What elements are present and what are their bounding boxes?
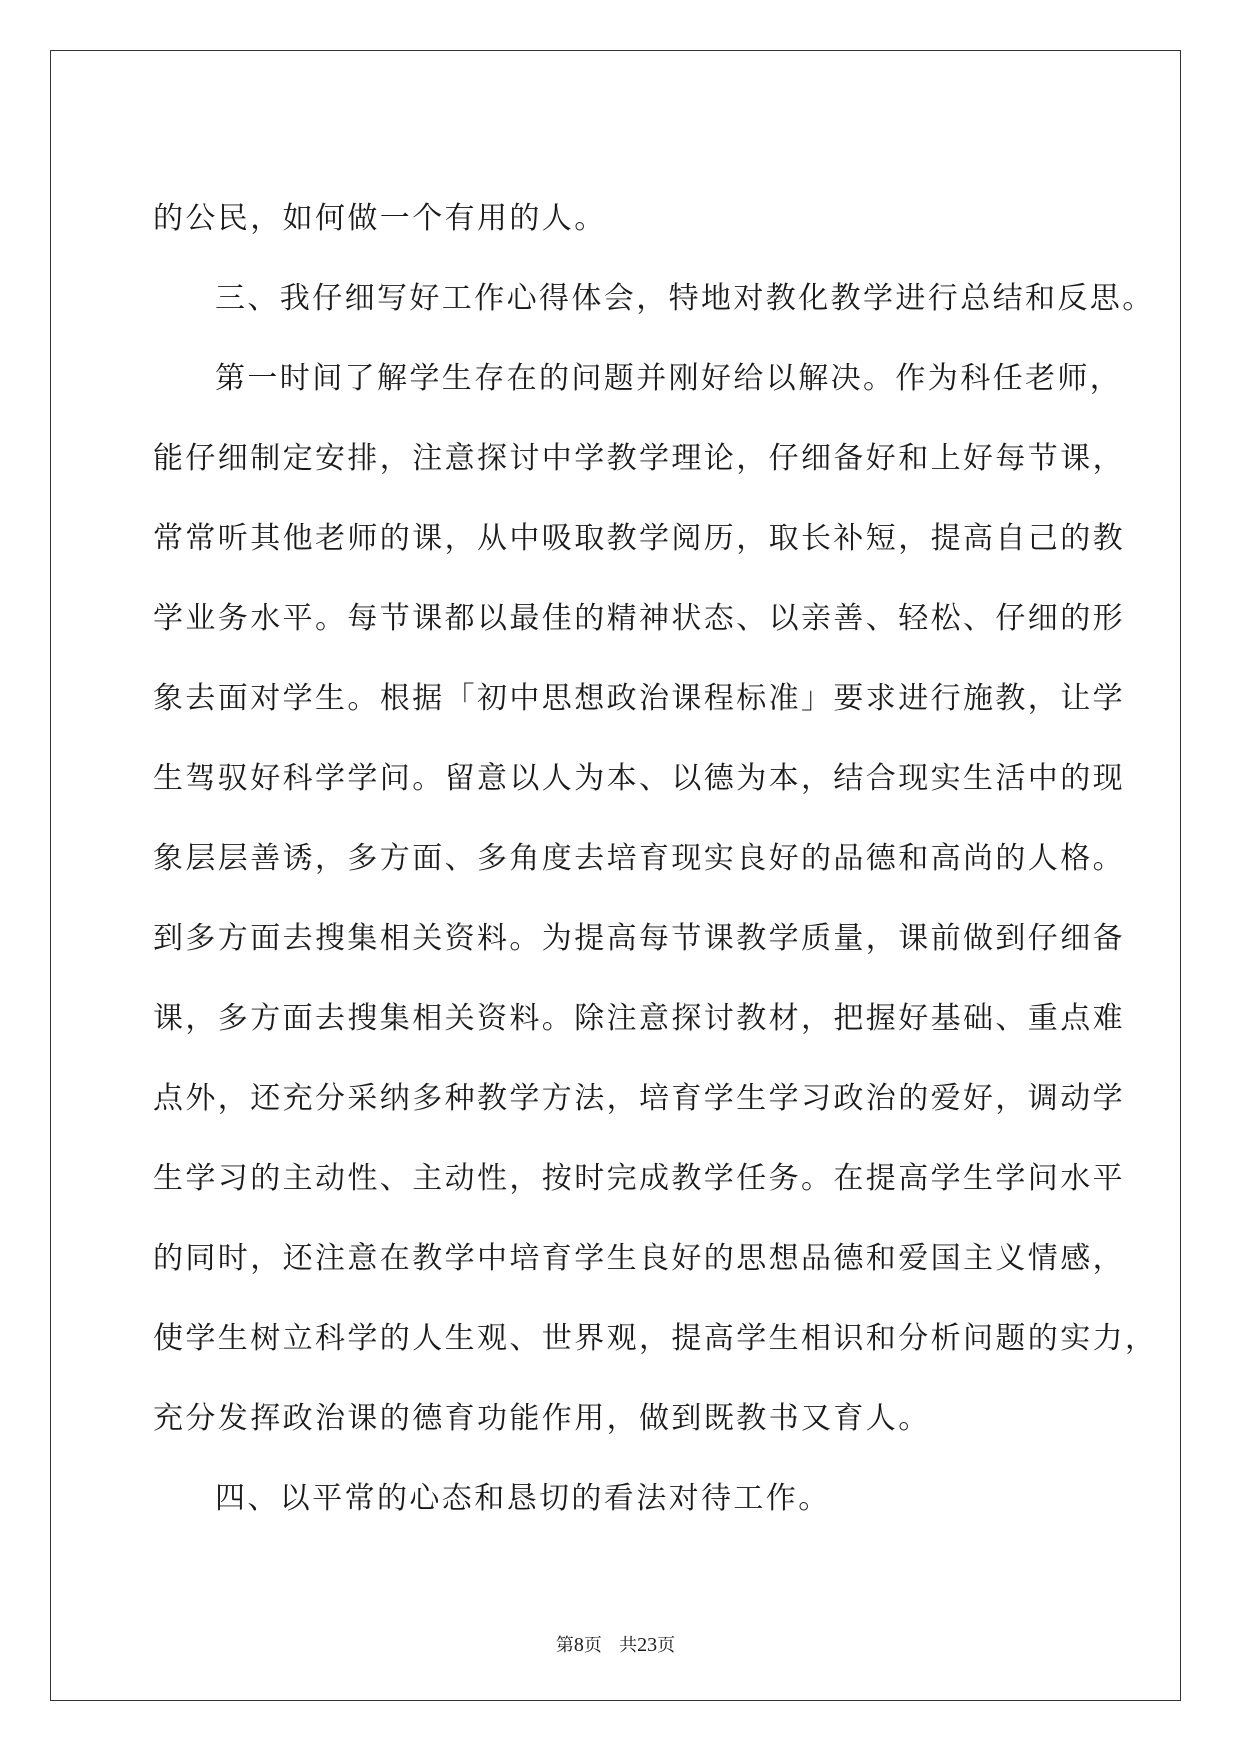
total-pages: 23	[637, 1634, 658, 1656]
text-line: 生驾驭好科学学问。留意以人为本、以德为本，结合现实生活中的现	[153, 761, 1125, 796]
body-text	[153, 179, 1158, 1539]
page-footer	[51, 1631, 1180, 1657]
total-prefix: 共	[619, 1635, 638, 1656]
text-line: 充分发挥政治课的德育功能作用，做到既教书又育人。	[153, 1401, 931, 1436]
text-line: 使学生树立科学的人生观、世界观，提高学生相识和分析问题的实力，	[153, 1321, 1158, 1356]
text-line: 学业务水平。每节课都以最佳的精神状态、以亲善、轻松、仔细的形	[153, 601, 1125, 636]
text-line: 象层层善诱，多方面、多角度去培育现实良好的品德和高尚的人格。	[153, 841, 1125, 876]
text-line: 常常听其他老师的课，从中吸取教学阅历，取长补短，提高自己的教	[153, 521, 1125, 556]
text-line: 课，多方面去搜集相关资料。除注意探讨教材，把握好基础、重点难	[153, 1001, 1125, 1036]
text-line: 的公民，如何做一个有用的人。	[153, 201, 607, 236]
page-number: 8	[573, 1634, 584, 1656]
text-line: 能仔细制定安排，注意探讨中学教学理论，仔细备好和上好每节课，	[153, 441, 1125, 476]
section-heading-three: 三、我仔细写好工作心得体会，特地对教化教学进行总结和反思。	[215, 281, 1155, 316]
text-line: 的同时，还注意在教学中培育学生良好的思想品德和爱国主义情感，	[153, 1241, 1125, 1276]
document-page	[50, 50, 1181, 1701]
text-line: 到多方面去搜集相关资料。为提高每节课教学质量，课前做到仔细备	[153, 921, 1125, 956]
page-prefix: 第	[555, 1635, 574, 1656]
total-suffix: 页	[657, 1635, 676, 1656]
page-suffix: 页	[583, 1635, 602, 1656]
text-line: 象去面对学生。根据「初中思想政治课程标准」要求进行施教，让学	[153, 681, 1125, 716]
text-line: 点外，还充分采纳多种教学方法，培育学生学习政治的爱好，调动学	[153, 1081, 1125, 1116]
paragraph-start: 第一时间了解学生存在的问题并刚好给以解决。作为科任老师，	[215, 361, 1123, 396]
text-line: 生学习的主动性、主动性，按时完成教学任务。在提高学生学问水平	[153, 1161, 1125, 1196]
section-heading-four: 四、以平常的心态和恳切的看法对待工作。	[215, 1481, 831, 1516]
